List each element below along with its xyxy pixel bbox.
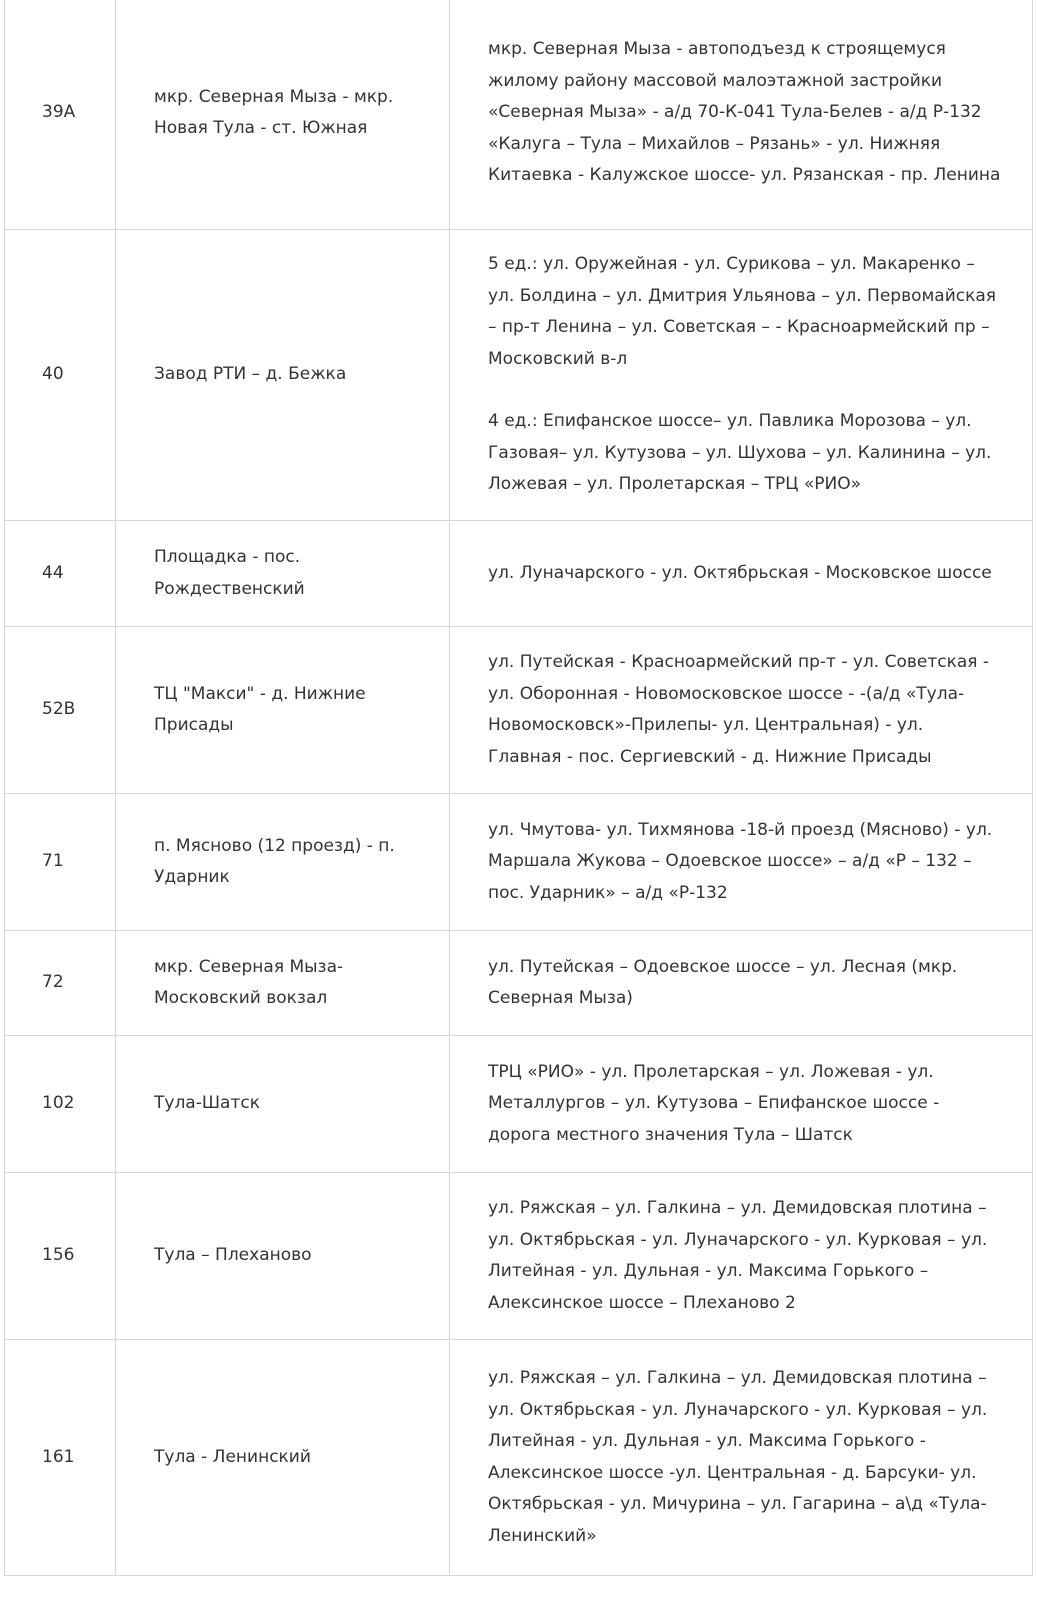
route-path-cell bbox=[450, 1036, 1033, 1173]
route-path-cell bbox=[450, 931, 1033, 1036]
route-path-text: мкр. Северная Мыза - автоподъезд к строящемуся жилому району массовой малоэтажной застройки «Северная Мыза» - а/д 70-К-041 Тула-Белев - а/д Р-132 «Калуга – Тула – Михайлов – Рязань» - ул. Нижняя Китаевка - Калужское шоссе- ул. Рязанская - пр. Ленина bbox=[488, 39, 1001, 186]
route-name: Тула - Ленинский bbox=[154, 1446, 311, 1467]
route-number-cell bbox=[5, 931, 116, 1036]
route-number: 52В bbox=[42, 699, 76, 720]
route-name: мкр. Северная Мыза - мкр. Новая Тула - ст. Южная bbox=[154, 86, 394, 138]
route-name: Тула-Шатск bbox=[154, 1093, 260, 1114]
route-number: 44 bbox=[42, 562, 64, 583]
route-path-text: ул. Луначарского - ул. Октябрьская - Московское шоссе bbox=[488, 562, 992, 583]
route-path-text: ул. Путейская - Красноармейский пр-т - ул. Советская - ул. Оборонная - Новомосковское шоссе - -(а/д «Тула-Новомосковск»-Прилепы- ул. Центральная) - ул. Главная - пос. Сергиевский - д. Нижние Присады bbox=[488, 652, 990, 767]
route-number-cell bbox=[5, 1173, 116, 1340]
route-name: п. Мясново (12 проезд) - п. Ударник bbox=[154, 835, 395, 887]
route-number: 102 bbox=[42, 1093, 75, 1114]
table-row bbox=[5, 1173, 1033, 1340]
route-name-cell bbox=[116, 0, 450, 230]
route-number: 161 bbox=[42, 1446, 75, 1467]
route-name-cell bbox=[116, 794, 450, 931]
route-name-cell bbox=[116, 1036, 450, 1173]
route-path-cell bbox=[450, 0, 1033, 230]
route-number-cell bbox=[5, 230, 116, 521]
route-path-cell bbox=[450, 1340, 1033, 1576]
route-number: 40 bbox=[42, 364, 64, 385]
route-name: ТЦ "Макси" - д. Нижние Присады bbox=[154, 683, 366, 735]
route-name-cell bbox=[116, 931, 450, 1036]
route-path-text: 5 ед.: ул. Оружейная - ул. Сурикова – ул. Макаренко – ул. Болдина – ул. Дмитрия Ульянова – ул. Первомайская – пр-т Ленина – ул. Советская – - Красноармейский пр – Московский в-л bbox=[488, 254, 997, 369]
route-number-cell bbox=[5, 627, 116, 794]
route-path-text: ул. Ряжская – ул. Галкина – ул. Демидовская плотина – ул. Октябрьская - ул. Луначарского - ул. Курковая – ул. Литейная - ул. Дульная - ул. Максима Горького – Алексинское шоссе – Плеханово 2 bbox=[488, 1198, 988, 1313]
table-row bbox=[5, 794, 1033, 931]
route-path-cell bbox=[450, 1173, 1033, 1340]
table-row bbox=[5, 931, 1033, 1036]
route-path-cell bbox=[450, 521, 1033, 627]
route-name-cell bbox=[116, 1173, 450, 1340]
route-number-cell bbox=[5, 0, 116, 230]
route-path-text: ул. Путейская – Одоевское шоссе – ул. Лесная (мкр. Северная Мыза) bbox=[488, 956, 958, 1008]
table-row bbox=[5, 627, 1033, 794]
route-name: Тула – Плеханово bbox=[154, 1245, 312, 1266]
route-name: Площадка - пос. Рождественский bbox=[154, 547, 305, 599]
route-path-cell bbox=[450, 230, 1033, 521]
table-row bbox=[5, 521, 1033, 627]
table-row bbox=[5, 1340, 1033, 1576]
table-row bbox=[5, 1036, 1033, 1173]
route-number: 71 bbox=[42, 851, 64, 872]
route-number-cell bbox=[5, 794, 116, 931]
route-name: мкр. Северная Мыза-Московский вокзал bbox=[154, 956, 344, 1008]
routes-table bbox=[4, 0, 1033, 1576]
route-number-cell bbox=[5, 1340, 116, 1576]
table-row bbox=[5, 0, 1033, 230]
route-path-text: 4 ед.: Епифанское шоссе– ул. Павлика Морозова – ул. Газовая– ул. Кутузова – ул. Шухова – ул. Калинина – ул. Ложевая – ул. Пролетарская – ТРЦ «РИО» bbox=[488, 411, 992, 495]
route-number: 156 bbox=[42, 1245, 75, 1266]
route-path-text: ул. Ряжская – ул. Галкина – ул. Демидовская плотина – ул. Октябрьская - ул. Луначарского - ул. Курковая – ул. Литейная - ул. Дульная - ул. Максима Горького - Алексинское шоссе -ул. Центральная - д. Барсуки- ул. Октябрьская - ул. Мичурина – ул. Гагарина – а\д «Тула-Ленинский» bbox=[488, 1368, 988, 1546]
route-number-cell bbox=[5, 521, 116, 627]
route-name-cell bbox=[116, 627, 450, 794]
table-row bbox=[5, 230, 1033, 521]
route-name-cell bbox=[116, 1340, 450, 1576]
route-path-text: ТРЦ «РИО» - ул. Пролетарская – ул. Ложевая - ул. Металлургов – ул. Кутузова – Епифанское шоссе - дорога местного значения Тула – Шатск bbox=[488, 1061, 940, 1145]
route-path-text: ул. Чмутова- ул. Тихмянова -18-й проезд (Мясново) - ул. Маршала Жукова – Одоевское шоссе» – а/д «Р – 132 – пос. Ударник» – а/д «Р-132 bbox=[488, 819, 993, 903]
route-path-cell bbox=[450, 627, 1033, 794]
route-name-cell bbox=[116, 230, 450, 521]
route-number: 72 bbox=[42, 972, 64, 993]
route-number: 39А bbox=[42, 102, 76, 123]
route-name-cell bbox=[116, 521, 450, 627]
route-name: Завод РТИ – д. Бежка bbox=[154, 364, 347, 385]
route-path-cell bbox=[450, 794, 1033, 931]
route-number-cell bbox=[5, 1036, 116, 1173]
